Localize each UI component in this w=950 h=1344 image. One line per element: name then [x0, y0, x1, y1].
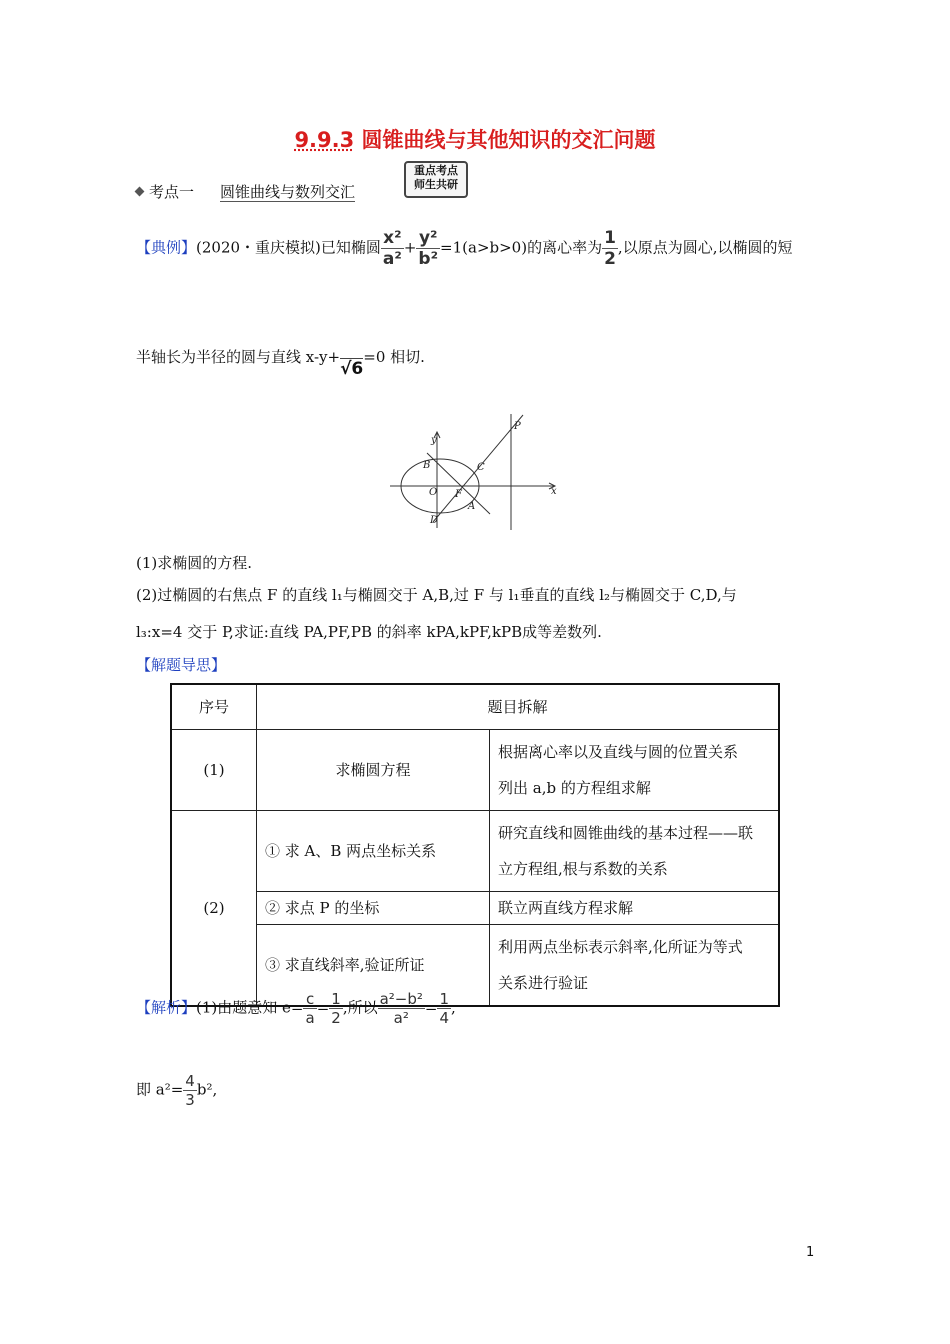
section-header: [136, 181, 355, 202]
solution-line2: [136, 1072, 217, 1109]
page-number: 1: [806, 1245, 815, 1260]
row1-method-b: 列出 a,b 的方程组求解: [498, 779, 651, 797]
label-f: F: [455, 489, 462, 500]
fraction-eccentricity: [602, 228, 618, 269]
header-no: 序号: [171, 684, 257, 730]
section-label: 考点一: [149, 183, 195, 201]
table-row: [171, 811, 779, 892]
solution-text2: ,所以: [342, 998, 378, 1017]
frac-den: 4: [439, 1009, 450, 1027]
header-analysis: 题目拆解: [257, 684, 780, 730]
frac-num: 1: [331, 990, 341, 1008]
frac-num: a²−b²: [379, 990, 423, 1008]
row1-method-a: 根据离心率以及直线与圆的位置关系: [498, 743, 739, 761]
label-c: C: [477, 462, 485, 473]
row2-2-method: 联立两直线方程求解: [490, 892, 780, 925]
question-2-line1: (2)过椭圆的右焦点 F 的直线 l₁与椭圆交于 A,B,过 F 与 l₁垂直的直线 l₂与椭圆交于 C,D,与: [136, 586, 737, 604]
frac-num: y²: [416, 228, 440, 249]
example-line2-a: 半轴长为半径的圆与直线 x-y+: [136, 348, 341, 366]
frac-den: 3: [185, 1091, 195, 1109]
row2-1-method: [490, 811, 780, 892]
frac-num: 4: [185, 1072, 195, 1090]
example-line2-b: =0 相切.: [363, 348, 425, 366]
row1-task: 求椭圆方程: [257, 730, 490, 811]
comma: ,: [451, 998, 456, 1017]
example-tag: 【典例】: [136, 238, 197, 257]
stamp-line1: 重点考点: [414, 164, 458, 177]
frac-den: a²: [393, 1009, 409, 1027]
ellipse-figure: [385, 410, 570, 535]
frac-num: 1: [604, 228, 616, 248]
row2-1-method-b: 立方程组,根与系数的关系: [498, 860, 668, 878]
question-2-line2: l₃:x=4 交于 P,求证:直线 PA,PF,PB 的斜率 kPA,kPF,kPB成等差数列.: [136, 623, 602, 641]
equals-sign: =: [424, 998, 438, 1017]
label-y: y: [431, 435, 437, 446]
frac-den: 2: [331, 1009, 341, 1027]
table-row: [171, 730, 779, 811]
diamond-icon: [135, 187, 145, 197]
sqrt-six: √6: [340, 359, 364, 379]
stamp-line2: 师生共研: [414, 178, 458, 191]
row2-3-method: [490, 925, 780, 1007]
example-text2: =1(a>b>0)的离心率为: [440, 238, 603, 257]
row1-no: (1): [171, 730, 257, 811]
question-1: (1)求椭圆的方程.: [136, 554, 253, 572]
solution-line2-b: b²,: [196, 1080, 218, 1099]
solution-line1: [136, 990, 456, 1027]
table-row: [171, 684, 779, 730]
title-number: 9.9.3: [294, 128, 355, 152]
row2-3-task: ③ 求直线斜率,验证所证: [257, 925, 490, 1007]
example-line2: [136, 346, 425, 379]
stamp-badge: [404, 161, 468, 198]
frac-num: c: [303, 990, 316, 1009]
frac-den: b²: [418, 249, 439, 269]
fraction-1-2: [329, 990, 343, 1027]
row2-1-method-a: 研究直线和圆锥曲线的基本过程——联: [498, 824, 754, 842]
row2-1-task: ① 求 A、B 两点坐标关系: [257, 811, 490, 892]
frac-den: a²: [382, 249, 402, 269]
solution-text1: (1)由题意知 e=: [196, 998, 304, 1017]
section-topic: 圆锥曲线与数列交汇: [220, 183, 356, 201]
row2-3-method-a: 利用两点坐标表示斜率,化所证为等式: [498, 938, 743, 956]
example-text1: (2020・重庆模拟)已知椭圆: [196, 238, 381, 257]
frac-num: 1: [439, 990, 450, 1008]
plus-sign: +: [403, 238, 417, 257]
guide-table: [170, 683, 780, 1007]
fraction-a2-b2: [378, 990, 425, 1027]
frac-num: x²: [381, 228, 404, 249]
label-o: O: [429, 487, 438, 498]
row2-no: (2): [171, 811, 257, 1007]
fraction-y2-b2: [416, 228, 440, 269]
fraction-c-a: [303, 990, 316, 1027]
frac-den: a: [305, 1009, 315, 1027]
row2-3-method-b: 关系进行验证: [498, 974, 589, 992]
fraction-1-4: [437, 990, 451, 1027]
fraction-x2-a2: [381, 228, 404, 269]
row2-2-task: ② 求点 P 的坐标: [257, 892, 490, 925]
equals-sign: =: [316, 998, 330, 1017]
row1-method: [490, 730, 780, 811]
fraction-4-3: [183, 1072, 197, 1109]
solution-tag: 【解析】: [136, 998, 197, 1017]
label-b: B: [423, 460, 431, 471]
label-x: x: [551, 486, 557, 497]
guide-tag: 【解题导思】: [136, 656, 227, 674]
example-line1: [136, 228, 792, 269]
label-d: D: [430, 515, 439, 526]
table-row: [171, 892, 779, 925]
label-a: A: [468, 501, 476, 512]
example-text3: ,以原点为圆心,以椭圆的短: [617, 238, 793, 257]
title-text: 圆锥曲线与其他知识的交汇问题: [361, 128, 656, 152]
frac-den: 2: [604, 249, 616, 269]
page-title: [0, 124, 950, 154]
label-p: P: [514, 421, 521, 432]
solution-line2-a: 即 a²=: [136, 1080, 184, 1099]
